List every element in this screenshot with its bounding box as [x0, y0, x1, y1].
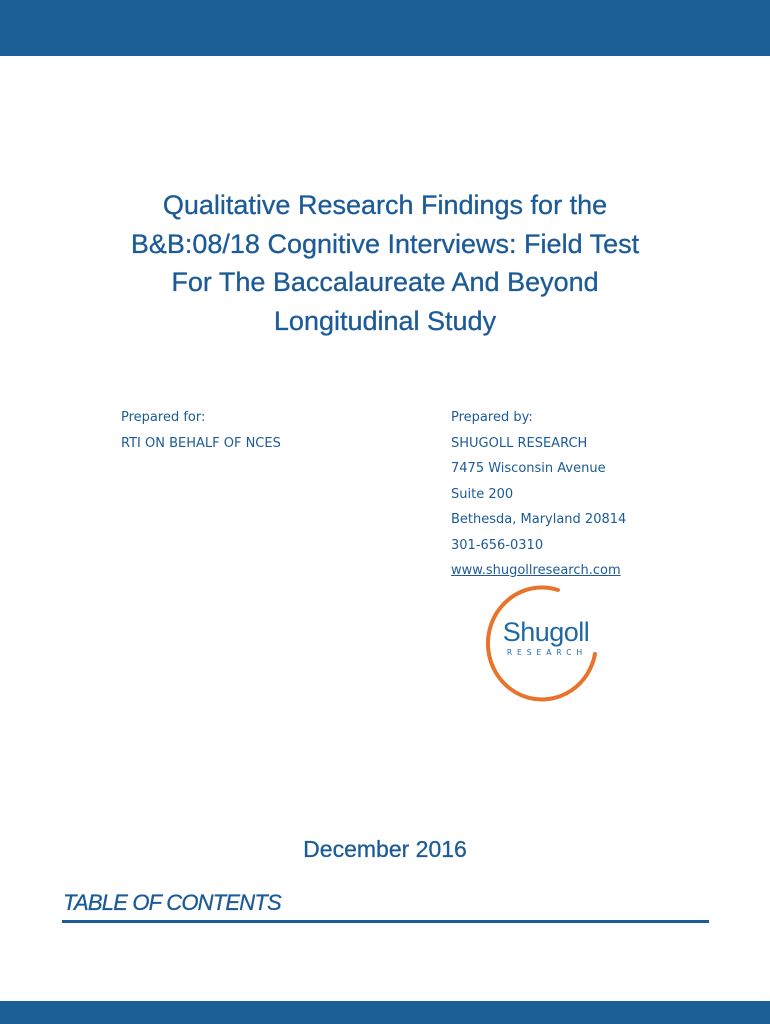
title-line: For The Baccalaureate And Beyond [171, 267, 599, 297]
website-link[interactable]: www.shugollresearch.com [451, 563, 621, 578]
top-header-band [0, 0, 770, 56]
bottom-footer-band [0, 1001, 770, 1024]
prepared-by-block [451, 409, 626, 588]
title-line: B&B:08/18 Cognitive Interviews: Field Test [130, 228, 640, 259]
company-name: SHUGOLL RESEARCH [451, 435, 588, 451]
logo-wordmark: Shugoll [502, 617, 590, 647]
report-date: December 2016 [303, 836, 467, 862]
address-line-2: Suite 200 [451, 486, 514, 502]
title-line: Qualitative Research Findings for the [162, 190, 608, 220]
prepared-for-block [121, 409, 281, 460]
client-name: RTI ON BEHALF OF NCES [121, 435, 281, 451]
address-line-1: 7475 Wisconsin Avenue [451, 461, 606, 476]
title-line: Longitudinal Study [273, 305, 497, 336]
prepared-by-label: Prepared by: [451, 410, 533, 425]
report-title [40, 186, 730, 340]
shugoll-logo [478, 584, 604, 704]
city-state-zip: Bethesda, Maryland 20814 [451, 512, 627, 527]
toc-underline [62, 920, 709, 923]
phone-number: 301-656-0310 [451, 537, 544, 553]
prepared-for-label: Prepared for: [121, 410, 206, 425]
logo-tagline: RESEARCH [506, 648, 588, 657]
toc-heading: TABLE OF CONTENTS [63, 890, 281, 915]
